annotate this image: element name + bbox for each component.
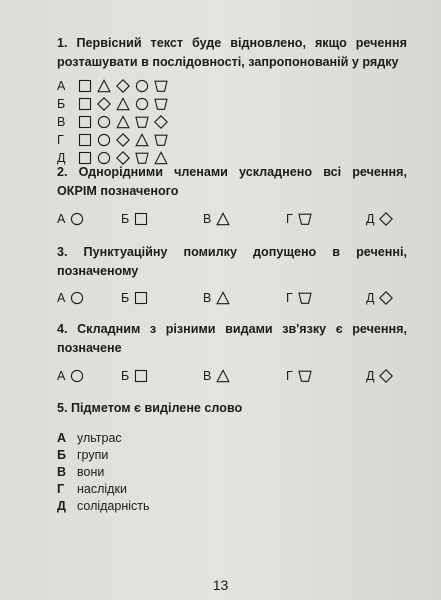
grid-shape-cell bbox=[94, 131, 113, 149]
option-word: наслідки bbox=[77, 481, 127, 496]
circle-icon bbox=[97, 133, 111, 147]
answer-option[interactable] bbox=[203, 367, 230, 385]
option-letter: Б bbox=[121, 291, 130, 305]
grid-shape-cell bbox=[113, 131, 132, 149]
option-letter: Д bbox=[366, 291, 375, 305]
grid-shape-cell bbox=[151, 131, 170, 149]
option-letter: А bbox=[57, 369, 66, 383]
grid-shape-cell bbox=[132, 77, 151, 95]
question-4-text: 4. Складним з різними видами зв'язку є речення, позначене bbox=[57, 322, 407, 355]
triangle-icon bbox=[116, 115, 130, 129]
answer-shape bbox=[70, 369, 84, 383]
question-2-text: 2. Однорідними членами ускладнено всі речення, ОКРІМ позначеного bbox=[57, 165, 407, 198]
option-letter: Г bbox=[57, 481, 65, 496]
square-icon bbox=[78, 97, 92, 111]
circle-icon bbox=[70, 369, 84, 383]
triangle-icon bbox=[216, 291, 230, 305]
grid-shape-cell bbox=[113, 77, 132, 95]
diamond-icon bbox=[154, 115, 168, 129]
grid-row-letter: А bbox=[57, 79, 66, 93]
trapezoid-icon bbox=[154, 97, 168, 111]
diamond-icon bbox=[116, 133, 130, 147]
grid-row-letter: Г bbox=[57, 133, 64, 147]
option-letter: Г bbox=[286, 369, 293, 383]
option-letter: А bbox=[57, 430, 67, 445]
diamond-icon bbox=[379, 291, 393, 305]
square-icon bbox=[134, 212, 148, 226]
grid-shape-cell bbox=[151, 113, 170, 131]
question-5-text: 5. Підметом є виділене слово bbox=[57, 401, 243, 415]
grid-shape-cell bbox=[132, 113, 151, 131]
q5-options-list bbox=[57, 429, 150, 514]
option-letter: В bbox=[203, 369, 212, 383]
grid-shape-cell bbox=[75, 113, 94, 131]
circle-icon bbox=[70, 212, 84, 226]
answer-option[interactable] bbox=[286, 367, 312, 385]
grid-row bbox=[57, 131, 170, 149]
answer-shape bbox=[216, 369, 230, 383]
answer-shape bbox=[298, 212, 312, 226]
circle-icon bbox=[97, 115, 111, 129]
option-word: ультрас bbox=[77, 430, 122, 445]
grid-shape-cell bbox=[151, 77, 170, 95]
triangle-icon bbox=[135, 133, 149, 147]
grid-row bbox=[57, 77, 170, 95]
answer-option[interactable] bbox=[121, 289, 148, 307]
answer-option[interactable] bbox=[366, 289, 393, 307]
answer-shape bbox=[379, 291, 393, 305]
q5-option[interactable] bbox=[57, 429, 150, 446]
square-icon bbox=[78, 133, 92, 147]
answer-option[interactable] bbox=[203, 289, 230, 307]
answer-shape bbox=[70, 212, 84, 226]
answer-option[interactable] bbox=[57, 367, 84, 385]
sequence-grid bbox=[57, 77, 170, 167]
option-word: групи bbox=[77, 447, 109, 462]
option-word: вони bbox=[77, 464, 105, 479]
grid-row-letter: В bbox=[57, 115, 66, 129]
answer-option[interactable] bbox=[121, 210, 148, 228]
grid-shape-cell bbox=[132, 131, 151, 149]
answer-option[interactable] bbox=[286, 210, 312, 228]
triangle-icon bbox=[97, 79, 111, 93]
option-word: солідарність bbox=[77, 498, 150, 513]
answer-row-q4 bbox=[57, 367, 412, 385]
grid-shape-cell bbox=[75, 131, 94, 149]
answer-shape bbox=[134, 369, 148, 383]
option-letter: В bbox=[203, 291, 212, 305]
diamond-icon bbox=[116, 79, 130, 93]
trapezoid-icon bbox=[298, 212, 312, 226]
triangle-icon bbox=[216, 212, 230, 226]
trapezoid-icon bbox=[135, 115, 149, 129]
option-letter: Д bbox=[366, 212, 375, 226]
question-1-text: 1. Первісний текст буде відновлено, якщо речення розташувати в послідовності, запропонованій у рядку bbox=[57, 36, 407, 69]
option-letter: Б bbox=[121, 212, 130, 226]
answer-option[interactable] bbox=[121, 367, 148, 385]
grid-row bbox=[57, 113, 170, 131]
grid-shape-cell bbox=[151, 95, 170, 113]
answer-option[interactable] bbox=[366, 367, 393, 385]
diamond-icon bbox=[379, 212, 393, 226]
answer-shape bbox=[134, 212, 148, 226]
q5-option[interactable] bbox=[57, 497, 150, 514]
q5-option[interactable] bbox=[57, 480, 150, 497]
option-letter: Д bbox=[366, 369, 375, 383]
trapezoid-icon bbox=[154, 79, 168, 93]
diamond-icon bbox=[379, 369, 393, 383]
triangle-icon bbox=[116, 97, 130, 111]
answer-option[interactable] bbox=[366, 210, 393, 228]
trapezoid-icon bbox=[298, 369, 312, 383]
square-icon bbox=[78, 115, 92, 129]
answer-shape bbox=[379, 212, 393, 226]
grid-shape-cell bbox=[75, 95, 94, 113]
square-icon bbox=[134, 369, 148, 383]
page-number: 13 bbox=[212, 577, 229, 593]
square-icon bbox=[134, 291, 148, 305]
grid-shape-cell bbox=[94, 113, 113, 131]
option-letter: Г bbox=[286, 291, 293, 305]
triangle-icon bbox=[216, 369, 230, 383]
grid-shape-cell bbox=[132, 95, 151, 113]
q5-option[interactable] bbox=[57, 446, 150, 463]
grid-shape-cell bbox=[113, 95, 132, 113]
grid-shape-cell bbox=[94, 77, 113, 95]
trapezoid-icon bbox=[154, 133, 168, 147]
circle-icon bbox=[70, 291, 84, 305]
answer-row-q3 bbox=[57, 289, 412, 307]
square-icon bbox=[78, 79, 92, 93]
option-letter: В bbox=[203, 212, 212, 226]
option-letter: Б bbox=[121, 369, 130, 383]
q5-option[interactable] bbox=[57, 463, 150, 480]
grid-shape-cell bbox=[75, 77, 94, 95]
circle-icon bbox=[135, 79, 149, 93]
answer-option[interactable] bbox=[286, 289, 312, 307]
circle-icon bbox=[135, 97, 149, 111]
answer-shape bbox=[70, 291, 84, 305]
answer-row-q2 bbox=[57, 210, 412, 228]
grid-row-letter: Д bbox=[57, 151, 66, 165]
option-letter: А bbox=[57, 291, 66, 305]
answer-option[interactable] bbox=[203, 210, 230, 228]
answer-shape bbox=[379, 369, 393, 383]
answer-shape bbox=[298, 369, 312, 383]
answer-option[interactable] bbox=[57, 289, 84, 307]
question-3-text: 3. Пунктуаційну помилку допущено в реченні, позначеному bbox=[57, 245, 407, 278]
answer-shape bbox=[134, 291, 148, 305]
option-letter: А bbox=[57, 212, 66, 226]
answer-shape bbox=[216, 212, 230, 226]
grid-shape-cell bbox=[113, 113, 132, 131]
answer-option[interactable] bbox=[57, 210, 84, 228]
answer-shape bbox=[216, 291, 230, 305]
grid-row-letter: Б bbox=[57, 97, 66, 111]
answer-shape bbox=[298, 291, 312, 305]
trapezoid-icon bbox=[298, 291, 312, 305]
grid-shape-cell bbox=[94, 95, 113, 113]
option-letter: В bbox=[57, 464, 67, 479]
grid-row bbox=[57, 95, 170, 113]
option-letter: Б bbox=[57, 447, 66, 462]
option-letter: Г bbox=[286, 212, 293, 226]
diamond-icon bbox=[97, 97, 111, 111]
option-letter: Д bbox=[57, 498, 66, 513]
